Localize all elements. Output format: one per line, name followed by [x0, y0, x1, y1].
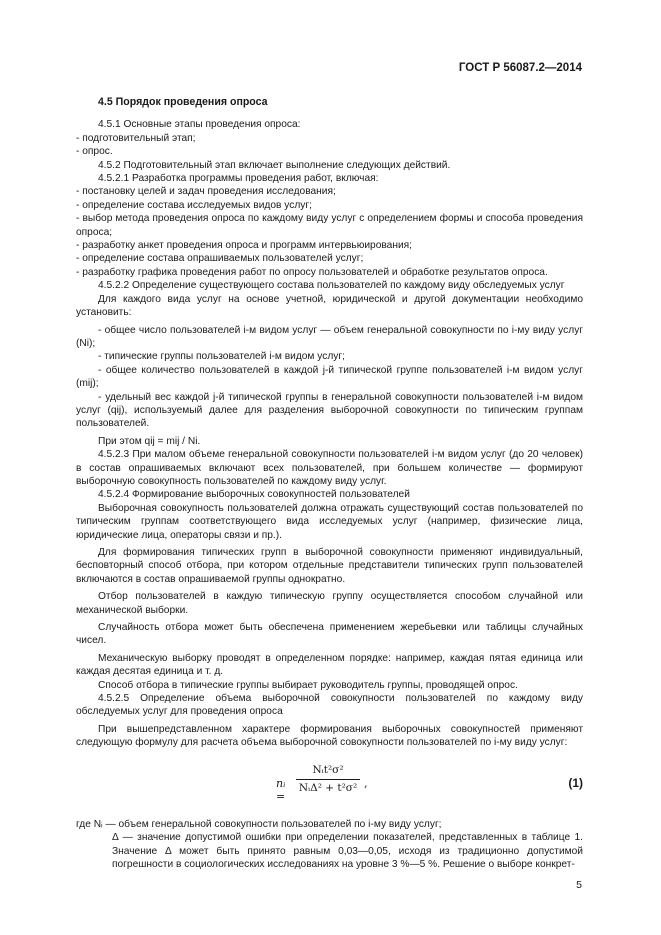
paragraph: Выборочная совокупность пользователей должна отражать существующий состав пользователей по типическим группам соответствующего вида исследуемых услуг (например, физические лица, юридические лица, операторы связи и пр.).	[76, 502, 583, 541]
paragraph: - определение состава опрашиваемых пользователей услуг;	[76, 253, 364, 265]
formula-block	[76, 760, 583, 812]
formula-numerator: Nᵢt²σ²	[296, 764, 360, 780]
where-clause: где Nᵢ — объем генеральной совокупности пользователей по i-му виду услуг;	[76, 818, 442, 830]
formula-comma: ,	[364, 776, 368, 790]
page-number: 5	[576, 879, 582, 891]
paragraph: - разработку графика проведения работ по опросу пользователей и обработке результатов опроса.	[76, 266, 548, 278]
paragraph: - постановку целей и задач проведения исследования;	[76, 186, 336, 198]
paragraph: Способ отбора в типические группы выбирает руководитель группы, проводящей опрос.	[98, 679, 518, 691]
paragraph: - опрос.	[76, 146, 113, 158]
paragraph: - выбор метода проведения опроса по каждому виду услуг с определением формы и способа проведения опроса;	[76, 213, 583, 238]
paragraph: 4.5.2.2 Определение существующего состава пользователей по каждому виду обследуемых услуг	[98, 280, 565, 292]
equation-number: (1)	[568, 775, 583, 790]
paragraph: 4.5.2.4 Формирование выборочных совокупностей пользователей	[98, 489, 410, 501]
formula-denominator: NᵢΔ² + t²σ²	[298, 782, 358, 795]
paragraph: - общее количество пользователей в каждой j-й типической группе пользователей i-м видом услуг (mij);	[76, 364, 583, 390]
paragraph: - определение состава исследуемых видов услуг;	[76, 199, 312, 211]
section-title: 4.5 Порядок проведения опроса	[98, 96, 268, 108]
paragraph: 4.5.2 Подготовительный этап включает выполнение следующих действий.	[98, 159, 451, 171]
paragraph: - общее число пользователей i-м видом услуг — объем генеральной совокупности по i-му виду услуг (Ni);	[76, 324, 583, 349]
paragraph: - типические группы пользователей i-м видом услуг;	[98, 351, 345, 363]
paragraph: 4.5.1 Основные этапы проведения опроса:	[98, 119, 301, 131]
paragraph: При вышепредставленном характере формирования выборочных совокупностей применяют следующую формулу для расчета объема выборочной совокупности пользователей по i-му виду услуг:	[76, 723, 583, 749]
paragraph: При этом qij = mij / Ni.	[98, 435, 201, 447]
paragraph: 4.5.2.3 При малом объеме генеральной совокупности пользователей i-м видом услуг (до 20 человек) в состав опрашиваемых включают всех пользователей, при большем количестве — формируют выборочную совокупность пользователей по каждому виду услуг.	[76, 449, 583, 487]
formula-lhs: nᵢ =	[276, 776, 286, 804]
paragraph: - удельный вес каждой j-й типической группы в генеральной совокупности пользователей i-м видом услуг (qij), используемый далее для разделения выборочной совокупности по типическим группам пользователей.	[76, 391, 583, 430]
paragraph: Случайность отбора может быть обеспечена применением жеребьевки или таблицы случайных чисел.	[76, 622, 583, 647]
formula-fraction	[296, 764, 360, 796]
page-content	[76, 96, 583, 871]
paragraph: 4.5.2.5 Определение объема выборочной совокупности пользователей по каждому виду обследуемых услуг для проведения опроса	[76, 693, 583, 718]
paragraph: Отбор пользователей в каждую типическую группу осуществляется способом случайной или механической выборки.	[76, 591, 583, 616]
paragraph: - разработку анкет проведения опроса и программ интервьюирования;	[76, 240, 412, 252]
paragraph: Механическую выборку проводят в определенном порядке: например, каждая пятая единица или каждая десятая единица и т. д.	[76, 652, 583, 678]
paragraph: - подготовительный этап;	[76, 132, 196, 144]
definition: Δ — значение допустимой ошибки при определении показателей, представленных в таблице 1. Значение Δ может быть принято равным 0,03—0,05, исходя из традиционно допустимой погрешности в социологических исследованиях на уровне 3 %—5 %. Решение о выборе конкрет-	[112, 832, 583, 870]
paragraph: Для каждого вида услуг на основе учетной, юридической и другой документации необходимо установить:	[76, 293, 583, 319]
standard-code: ГОСТ Р 56087.2—2014	[458, 62, 582, 74]
paragraph: Для формирования типических групп в выборочной совокупности применяют индивидуальный, бесповторный способ отбора, при котором отдельные представители типических групп пользователей включаются в состав опрашиваемой группы однократно.	[76, 547, 583, 585]
paragraph: 4.5.2.1 Разработка программы проведения работ, включая:	[98, 173, 379, 185]
